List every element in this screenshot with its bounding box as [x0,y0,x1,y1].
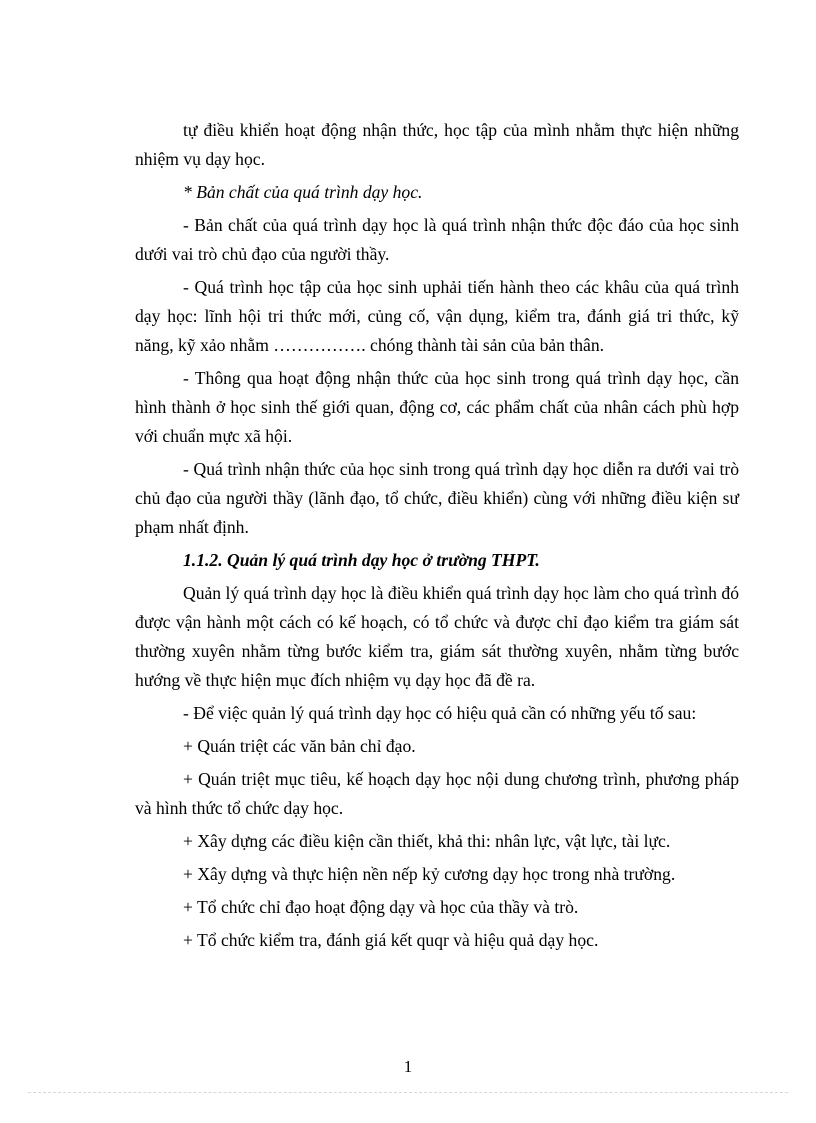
paragraph-nature-2: - Quá trình học tập của học sinh uphải tiến hành theo các khâu của quá trình dạy học: lĩnh hội tri thức mới, củng cố, vận dụng, kiểm tra, đánh giá tri thức, kỹ năng, kỹ xảo nhằm ……………. chóng thành tài sản của bản thân. [135,277,739,355]
list-item-factor-6: + Tổ chức kiểm tra, đánh giá kết quqr và hiệu quả dạy học. [183,930,599,950]
paragraph-continuation: tự điều khiển hoạt động nhận thức, học tập của mình nhằm thực hiện những nhiệm vụ dạy học. [135,120,739,169]
page-bottom-divider [28,1092,788,1093]
list-item-factor-4: + Xây dựng và thực hiện nền nếp kỷ cương dạy học trong nhà trường. [183,864,676,884]
page-body [135,116,739,959]
list-item-factor-5: + Tổ chức chỉ đạo hoạt động dạy và học của thầy và trò. [183,897,579,917]
paragraph-management-definition: Quản lý quá trình dạy học là điều khiển quá trình dạy học làm cho quá trình đó được vận hành một cách có kế hoạch, có tổ chức và được chỉ đạo kiểm tra giám sát thường xuyên nhằm từng bước kiểm tra, giám sát thường xuyên, nhằm từng bước hướng về thực hiện mục đích nhiệm vụ dạy học đã đề ra. [135,583,739,690]
page-number: 1 [403,1057,413,1076]
paragraph-nature-3: - Thông qua hoạt động nhận thức của học sinh trong quá trình dạy học, cần hình thành ở học sinh thế giới quan, động cơ, các phẩm chất của nhân cách phù hợp với chuẩn mực xã hội. [135,368,739,446]
list-item-factor-3: + Xây dựng các điều kiện cần thiết, khả thi: nhân lực, vật lực, tài lực. [183,831,671,851]
paragraph-factors-intro: - Để việc quản lý quá trình dạy học có hiệu quả cần có những yếu tố sau: [183,703,697,723]
section-heading-1-1-2: 1.1.2. Quản lý quá trình dạy học ở trường THPT. [183,550,540,570]
list-item-factor-1: + Quán triệt các văn bản chỉ đạo. [183,736,416,756]
list-item-factor-2: + Quán triệt mục tiêu, kế hoạch dạy học nội dung chương trình, phương pháp và hình thức tổ chức dạy học. [135,769,739,818]
paragraph-nature-4: - Quá trình nhận thức của học sinh trong quá trình dạy học diễn ra dưới vai trò chủ đạo của người thầy (lãnh đạo, tổ chức, điều khiển) cùng với những điều kiện sư phạm nhất định. [135,459,739,537]
section-subheading-nature: * Bản chất của quá trình dạy học. [183,182,423,202]
paragraph-nature-1: - Bản chất của quá trình dạy học là quá trình nhận thức độc đáo của học sinh dưới vai trò chủ đạo của người thầy. [135,215,739,264]
